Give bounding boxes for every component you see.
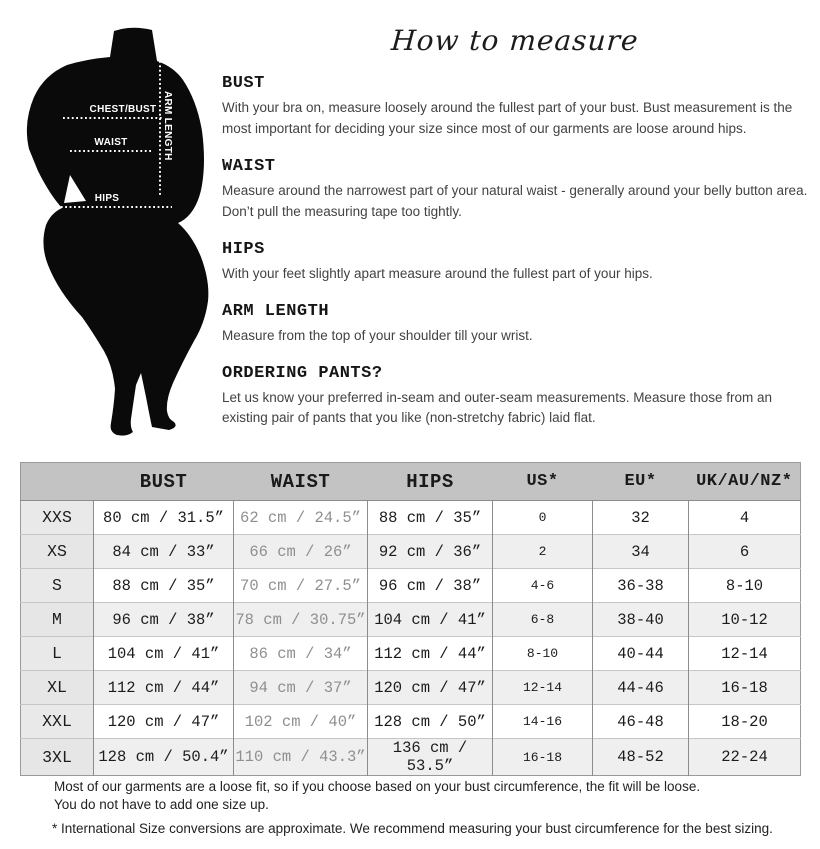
us-value: 2 <box>493 535 593 569</box>
size-label: 3XL <box>21 739 94 776</box>
eu-value: 46-48 <box>593 705 689 739</box>
header-row <box>21 463 801 501</box>
page-title: How to measure <box>390 24 640 57</box>
section-ordering-pants <box>222 364 808 430</box>
bust-text: With your bra on, measure loosely around the fullest part of your bust. Bust measurement is the most important for deciding your size since most of our garments are loose around hips. <box>222 100 793 136</box>
bust-value: 120 cm / 47” <box>94 705 234 739</box>
size-label: XXL <box>21 705 94 739</box>
us-value: 12-14 <box>493 671 593 705</box>
fit-note <box>54 778 700 814</box>
fit-note-line2: You do not have to add one size up. <box>54 797 269 813</box>
uk-value: 18-20 <box>689 705 801 739</box>
section-arm-length <box>222 302 808 347</box>
hips-value: 120 cm / 47” <box>368 671 493 705</box>
bust-heading: BUST <box>222 74 265 93</box>
hips-value: 96 cm / 38” <box>368 569 493 603</box>
ordering-pants-text: Let us know your preferred in-seam and outer-seam measurements. Measure those from an existing pair of pants that you like (non-stretchy fabric) laid flat. <box>222 389 773 426</box>
eu-value: 34 <box>593 535 689 569</box>
hips-text: With your feet slightly apart measure around the fullest part of your hips. <box>222 265 653 281</box>
uk-value: 10-12 <box>689 603 801 637</box>
section-bust <box>222 74 808 140</box>
us-value: 4-6 <box>493 569 593 603</box>
size-label: M <box>21 603 94 637</box>
hips-value: 92 cm / 36” <box>368 535 493 569</box>
measurement-figure <box>22 22 218 442</box>
uk-value: 16-18 <box>689 671 801 705</box>
col-header-hips: HIPS <box>368 463 493 501</box>
waist-label: WAIST <box>94 137 128 148</box>
bust-value: 96 cm / 38” <box>94 603 234 637</box>
hips-label: HIPS <box>94 193 120 204</box>
size-chart <box>20 462 801 776</box>
hips-value: 88 cm / 35” <box>368 501 493 535</box>
uk-value: 8-10 <box>689 569 801 603</box>
size-label: XL <box>21 671 94 705</box>
table-row-l <box>21 637 801 671</box>
eu-value: 36-38 <box>593 569 689 603</box>
waist-text: Measure around the narrowest part of your natural waist - generally around your belly button area. Don’t pull the measuring tape too tightly. <box>222 182 808 219</box>
table-row-xxl <box>21 705 801 739</box>
body-silhouette-graphic <box>22 22 218 442</box>
bust-value: 112 cm / 44” <box>94 671 234 705</box>
waist-value: 110 cm / 43.3” <box>234 739 368 776</box>
eu-value: 44-46 <box>593 671 689 705</box>
waist-value: 86 cm / 34” <box>234 637 368 671</box>
hips-value: 128 cm / 50” <box>368 705 493 739</box>
section-waist <box>222 157 808 223</box>
hips-value: 112 cm / 44” <box>368 637 493 671</box>
body-silhouette <box>27 28 208 436</box>
hips-value: 136 cm / 53.5” <box>368 739 493 776</box>
size-table <box>20 462 801 776</box>
bust-value: 80 cm / 31.5” <box>94 501 234 535</box>
waist-value: 102 cm / 40” <box>234 705 368 739</box>
arm-length-text: Measure from the top of your shoulder till your wrist. <box>222 327 533 343</box>
col-header-eu: EU* <box>593 463 689 501</box>
uk-value: 12-14 <box>689 637 801 671</box>
table-row-xxs <box>21 501 801 535</box>
us-value: 14-16 <box>493 705 593 739</box>
eu-value: 48-52 <box>593 739 689 776</box>
size-label: XXS <box>21 501 94 535</box>
waist-heading: WAIST <box>222 156 276 176</box>
eu-value: 32 <box>593 501 689 535</box>
arm-length-label: ARM LENGTH <box>162 91 173 161</box>
table-row-xs <box>21 535 801 569</box>
waist-value: 78 cm / 30.75” <box>234 603 368 637</box>
us-value: 8-10 <box>493 637 593 671</box>
table-row-3xl <box>21 739 801 776</box>
fit-note-line1: Most of our garments are a loose fit, so if you choose based on your bust circumference, the fit will be loose. <box>54 779 701 794</box>
table-row-s <box>21 569 801 603</box>
col-header-size <box>21 463 94 501</box>
col-header-us: US* <box>493 463 593 501</box>
us-value: 6-8 <box>493 603 593 637</box>
chest-label: CHEST/BUST <box>89 104 157 115</box>
us-value: 16-18 <box>493 739 593 776</box>
measure-instructions <box>222 24 808 429</box>
conversion-note: * International Size conversions are approximate. We recommend measuring your bust circumference for the best sizing. <box>52 821 773 836</box>
uk-value: 22-24 <box>689 739 801 776</box>
col-header-uk-au-nz: UK/AU/NZ* <box>689 463 801 501</box>
size-label: S <box>21 569 94 603</box>
col-header-waist: WAIST <box>234 463 368 501</box>
size-label: XS <box>21 535 94 569</box>
bust-value: 128 cm / 50.4” <box>94 739 234 776</box>
size-label: L <box>21 637 94 671</box>
waist-value: 62 cm / 24.5” <box>234 501 368 535</box>
hips-value: 104 cm / 41” <box>368 603 493 637</box>
ordering-pants-heading: ORDERING PANTS? <box>222 363 383 383</box>
us-value: 0 <box>493 501 593 535</box>
waist-value: 70 cm / 27.5” <box>234 569 368 603</box>
bust-value: 88 cm / 35” <box>94 569 234 603</box>
table-row-xl <box>21 671 801 705</box>
hips-heading: HIPS <box>222 239 265 259</box>
uk-value: 4 <box>689 501 801 535</box>
uk-value: 6 <box>689 535 801 569</box>
bust-value: 104 cm / 41” <box>94 637 234 671</box>
col-header-bust: BUST <box>94 463 234 501</box>
waist-value: 66 cm / 26” <box>234 535 368 569</box>
waist-value: 94 cm / 37” <box>234 671 368 705</box>
arm-length-heading: ARM LENGTH <box>222 301 330 321</box>
table-row-m <box>21 603 801 637</box>
eu-value: 38-40 <box>593 603 689 637</box>
eu-value: 40-44 <box>593 637 689 671</box>
section-hips <box>222 240 808 285</box>
bust-value: 84 cm / 33” <box>94 535 234 569</box>
